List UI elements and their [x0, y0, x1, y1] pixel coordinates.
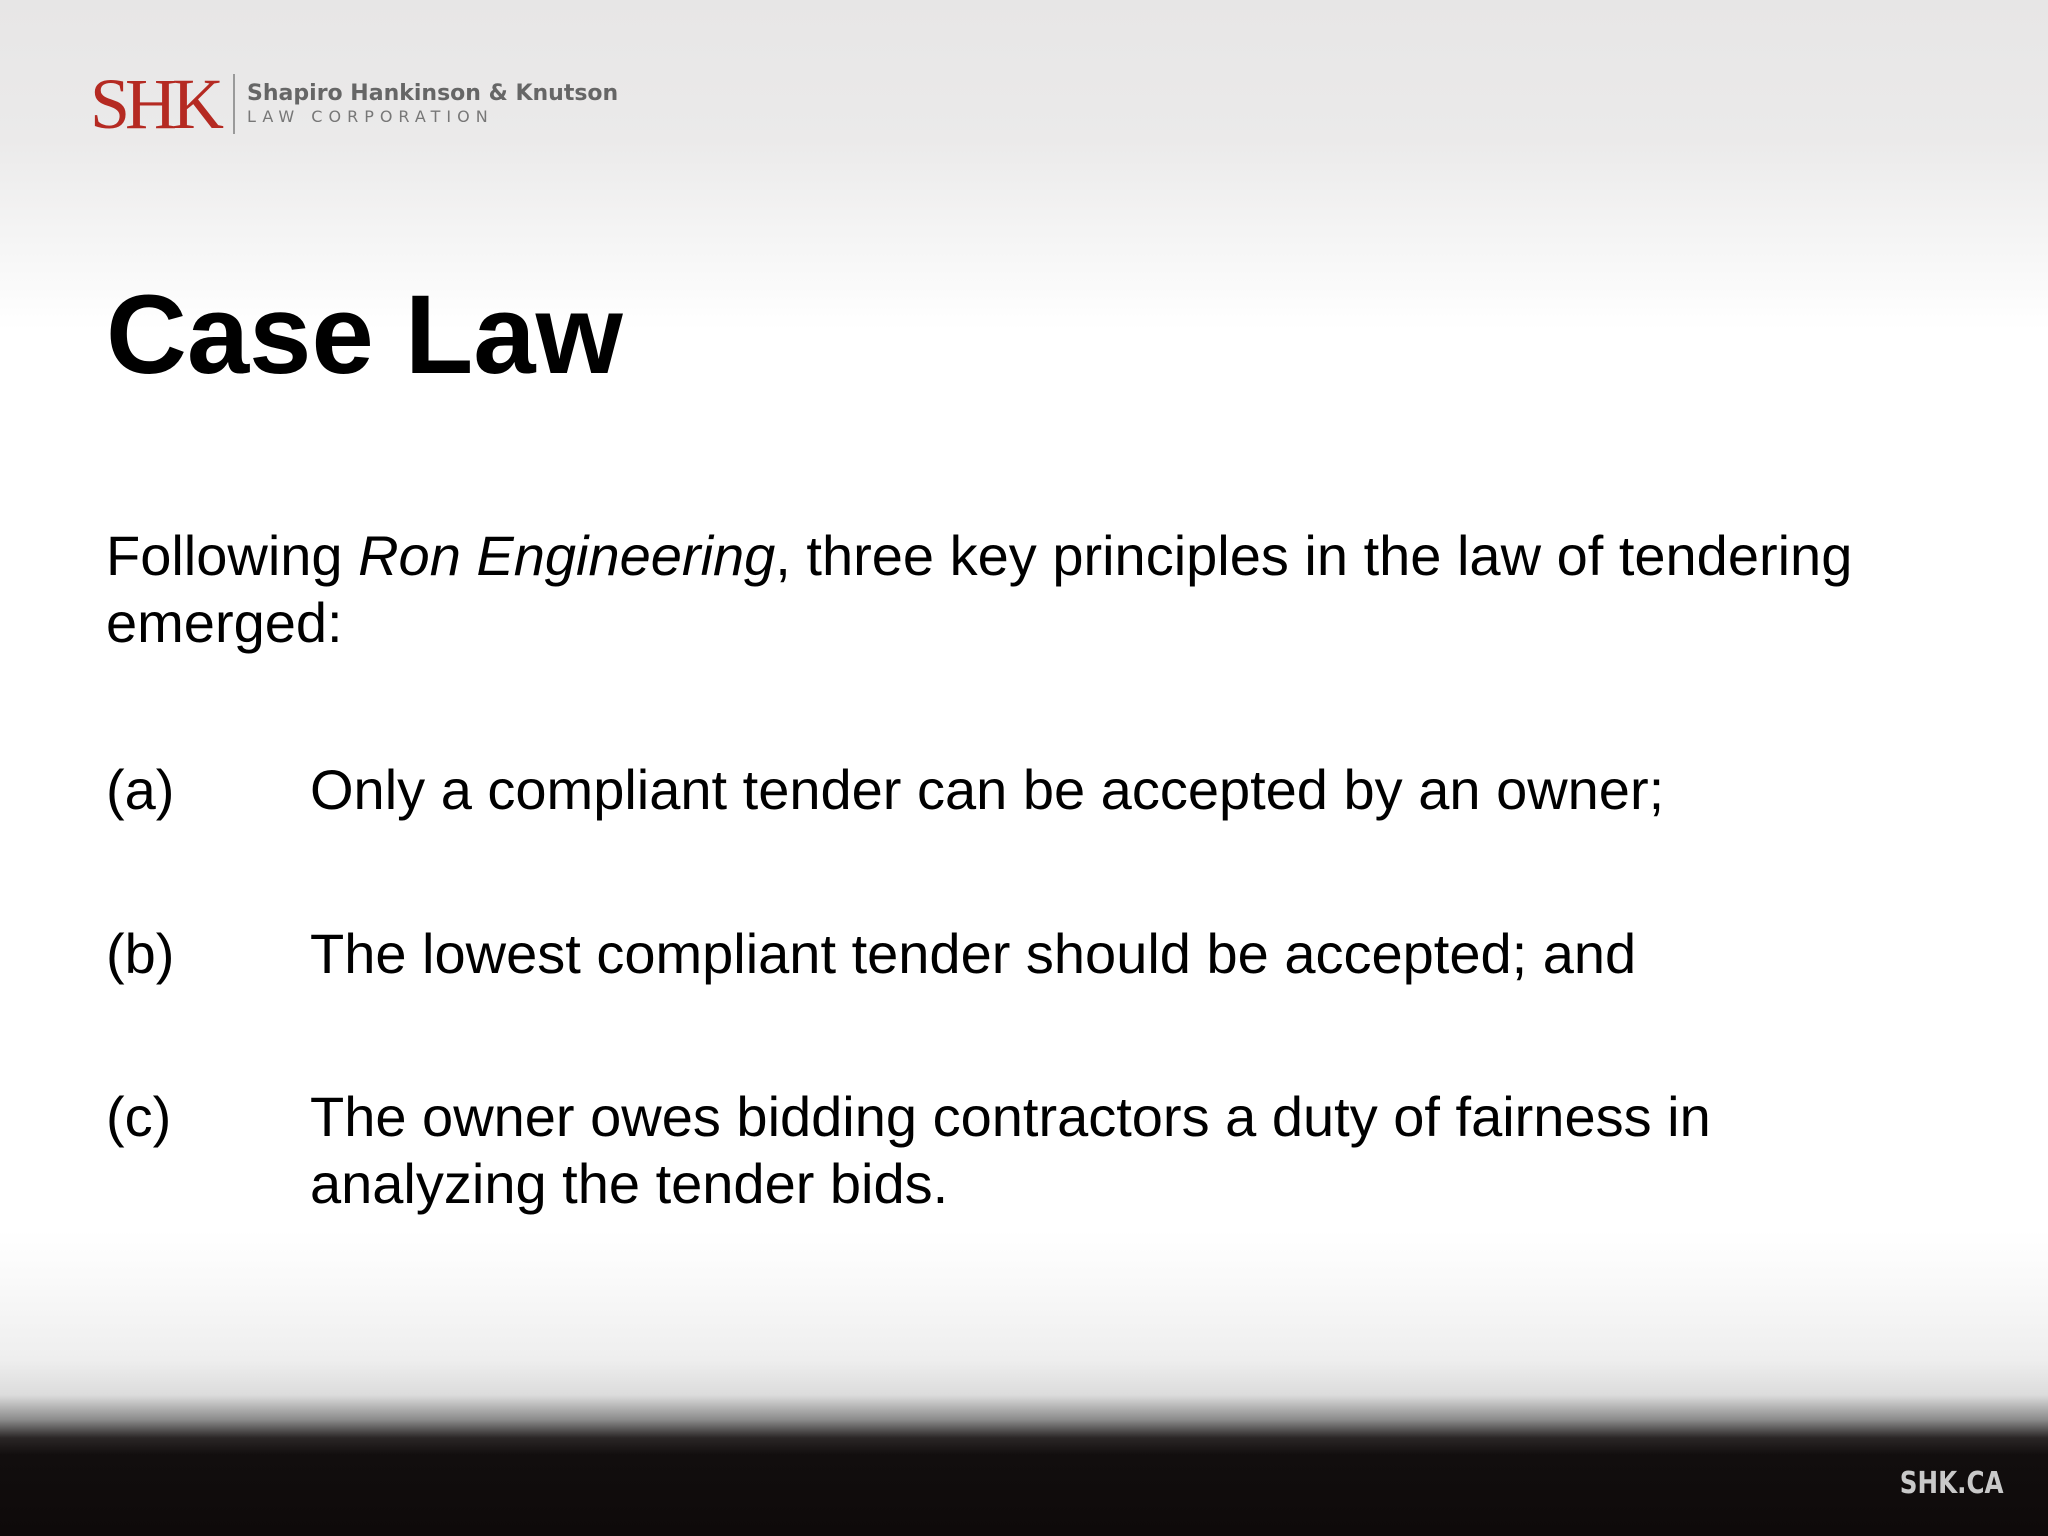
logo-firm-name: Shapiro Hankinson & Knutson: [247, 81, 619, 106]
footer-url: SHK.CA: [1900, 1466, 2004, 1501]
principle-item-c: [106, 1083, 1756, 1217]
principle-text: The owner owes bidding contractors a duty of fairness in analyzing the tender bids.: [310, 1085, 1711, 1215]
logo-text: [247, 81, 618, 127]
principle-label: (c): [106, 1085, 172, 1148]
principle-item-a: [106, 756, 1946, 823]
logo-subtitle: LAW CORPORATION: [247, 107, 494, 126]
intro-paragraph: [106, 522, 1946, 656]
principle-text: The lowest compliant tender should be accepted; and: [310, 922, 1637, 985]
intro-suffix: , three key principles in the law of tendering emerged:: [106, 524, 1853, 654]
logo-divider: [233, 74, 235, 134]
principle-label: (b): [106, 922, 175, 985]
principle-item-b: [106, 920, 1946, 987]
intro-prefix: Following: [106, 524, 359, 587]
principle-text: Only a compliant tender can be accepted by an owner;: [310, 758, 1665, 821]
logo-mark: SHK: [90, 64, 220, 144]
principle-label: (a): [106, 758, 175, 821]
slide-title: Case Law: [106, 272, 623, 397]
intro-case-name: Ron Engineering: [358, 524, 776, 587]
company-logo: [90, 64, 619, 144]
